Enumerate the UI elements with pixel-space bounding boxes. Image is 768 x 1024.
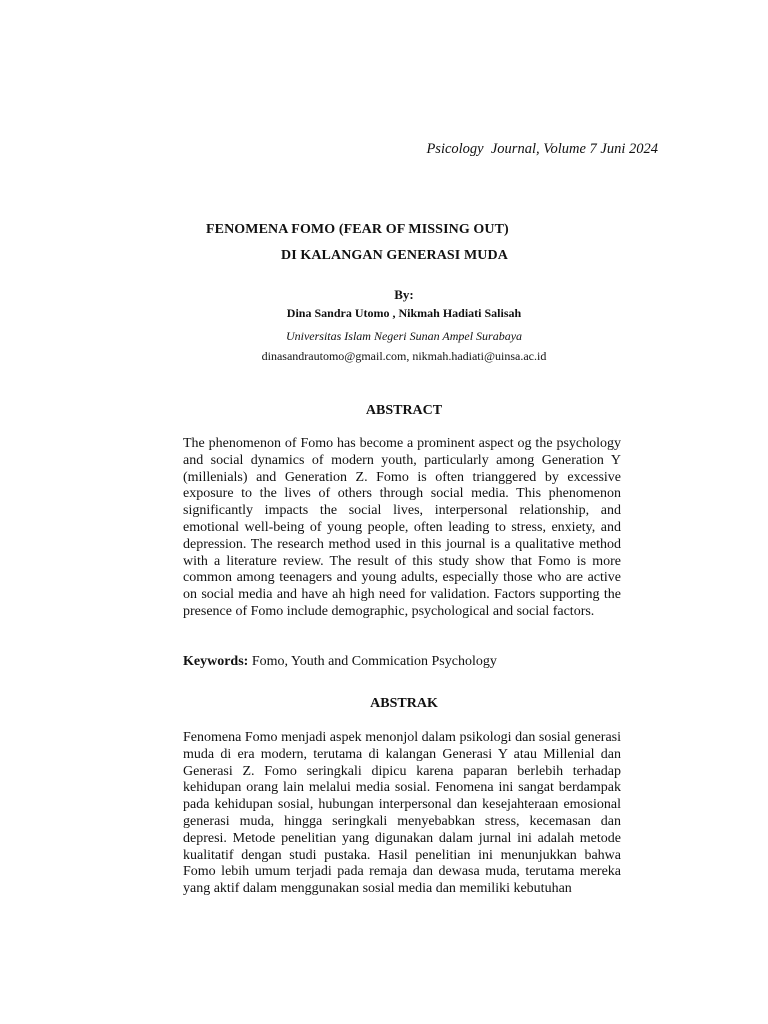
author-affiliation: Universitas Islam Negeri Sunan Ampel Surabaya [285,329,523,343]
keywords-label: Keywords: [183,654,249,669]
by-label: By: [394,287,414,302]
author-emails: dinasandrautomo@gmail.com, nikmah.hadiati@uinsa.ac.id [261,349,547,363]
journal-header: Psicology Journal, Volume 7 Juni 2024 [426,141,658,157]
paper-title-line-2: DI KALANGAN GENERASI MUDA [281,248,508,263]
keywords-value: Fomo, Youth and Commication Psychology [248,654,497,669]
keywords-line [183,654,621,671]
paper-title-line-1: FENOMENA FOMO (FEAR OF MISSING OUT) [206,222,509,237]
abstract-heading: ABSTRACT [365,403,443,418]
author-names: Dina Sandra Utomo , Nikmah Hadiati Salisah [286,306,522,320]
abstrak-body: Fenomena Fomo menjadi aspek menonjol dalam psikologi dan sosial generasi muda di era modern, terutama di kalangan Generasi Y atau Millenial dan Generasi Z. Fomo seringkali dipicu karena paparan berlebih terhadap kehidupan orang lain melalui media sosial. Fenomena ini sangat berdampak pada kehidupan sosial, hubungan interpersonal dan kesejahteraan emosional generasi muda, hingga seringkali menyebabkan stress, kecemasan dan depresi. Metode penelitian yang digunakan dalam jurnal ini adalah metode kualitatif dengan studi pustaka. Hasil penelitian ini menunjukkan bahwa Fomo lebih umum terjadi pada remaja dan dewasa muda, terutama mereka yang aktif dalam menggunakan sosial media dan memiliki kebutuhan [183,730,621,897]
abstract-body: The phenomenon of Fomo has become a prominent aspect og the psychology and social dynamics of modern youth, particularly among Generation Y (millenials) and Generation Z. Fomo is often trianggered by excessive exposure to the lives of others through social media. This phenomenon significantly impacts the social lives, interpersonal relationship, and emotional well-being of young people, often leading to stress, enxiety, and depression. The research method used in this journal is a qualitative method with a literature review. The result of this study show that Fomo is more common among teenagers and young adults, especially those who are active on social media and have ah high need for validation. Factors supporting the presence of Fomo include demographic, psychological and social factors. [183,436,621,619]
abstrak-heading: ABSTRAK [370,696,438,711]
